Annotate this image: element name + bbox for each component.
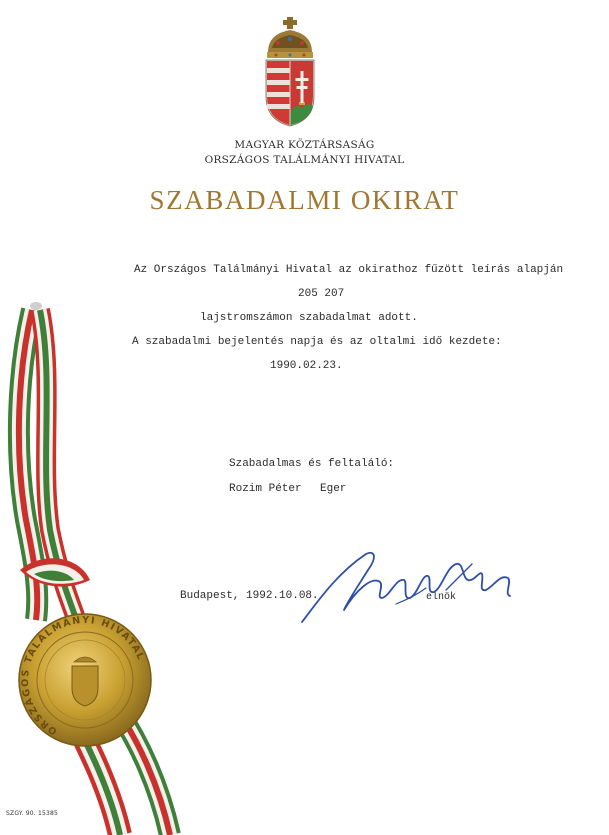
issuer-line-office: ORSZÁGOS TALÁLMÁNYI HIVATAL (204, 154, 405, 166)
handwritten-signature (296, 534, 526, 634)
form-code: SZGY. 90. 15385 (6, 810, 59, 817)
seal-lettering (0, 290, 240, 835)
filing-date: 1990.02.23. (270, 360, 343, 372)
holder-name: Rozim Péter (229, 483, 302, 495)
body-line-1: Az Országos Találmányi Hivatal az okirathoz fűzött leírás alapján (134, 264, 564, 276)
signer-role: elnök (426, 592, 457, 603)
svg-text:ORSZÁGOS TALÁLMÁNYI HIVATAL (20, 615, 147, 737)
document-title: SZABADALMI OKIRAT (149, 185, 460, 215)
issuer-line-country: MAGYAR KÖZTÁRSASÁG (234, 139, 375, 151)
body-line-3: lajstromszámon szabadalmat adott. (200, 312, 418, 324)
issuer-heading (0, 138, 609, 168)
patent-number: 205 207 (298, 288, 345, 300)
body-line-4: A szabadalmi bejelentés napja és az oltalmi idő kezdete: (132, 336, 502, 348)
coat-of-arms-icon (262, 16, 318, 128)
holder-city: Eger (320, 483, 347, 495)
holder-label: Szabadalmas és feltaláló: (229, 458, 395, 470)
signing-place-date: Budapest, 1992.10.08. (180, 590, 319, 602)
seal-text: ORSZÁGOS TALÁLMÁNYI HIVATAL (19, 614, 147, 737)
